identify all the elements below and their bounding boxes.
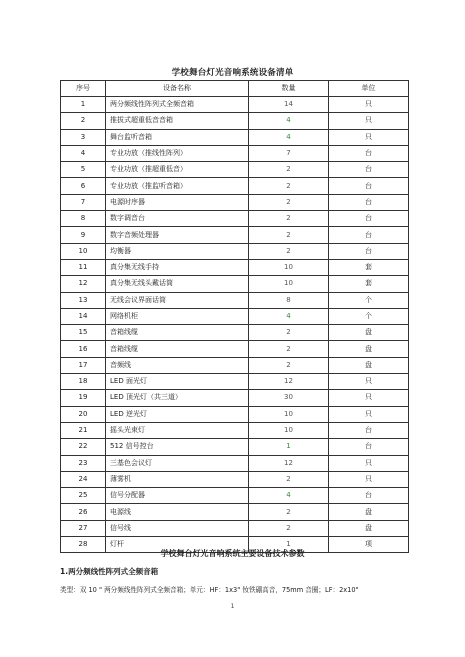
cell-unit: 台	[329, 422, 409, 438]
cell-quantity: 12	[249, 455, 329, 471]
cell-no: 16	[61, 341, 106, 357]
cell-device-name: LED 顶光灯（共三道）	[106, 390, 249, 406]
header-quantity: 数量	[249, 81, 329, 97]
cell-no: 26	[61, 504, 106, 520]
cell-device-name: LED 逆光灯	[106, 406, 249, 422]
cell-no: 10	[61, 243, 106, 259]
cell-device-name: 电源时序器	[106, 194, 249, 210]
cell-unit: 盘	[329, 504, 409, 520]
cell-unit: 套	[329, 259, 409, 275]
cell-unit: 只	[329, 406, 409, 422]
cell-no: 23	[61, 455, 106, 471]
cell-unit: 只	[329, 113, 409, 129]
table-row	[61, 520, 409, 536]
section-title: 学校舞台灯光音响系统主要设备技术参数	[160, 549, 305, 558]
cell-unit: 项	[329, 537, 409, 553]
cell-quantity: 10	[249, 422, 329, 438]
table-row	[61, 178, 409, 194]
table-row	[61, 308, 409, 324]
cell-quantity: 7	[249, 145, 329, 161]
cell-quantity: 30	[249, 390, 329, 406]
cell-quantity: 2	[249, 471, 329, 487]
cell-no: 2	[61, 113, 106, 129]
cell-no: 24	[61, 471, 106, 487]
table-row	[61, 194, 409, 210]
cell-unit: 台	[329, 227, 409, 243]
cell-unit: 台	[329, 211, 409, 227]
cell-device-name: 真分集无线手持	[106, 259, 249, 275]
table-row	[61, 227, 409, 243]
cell-no: 15	[61, 325, 106, 341]
cell-unit: 台	[329, 178, 409, 194]
cell-device-name: 数字调音台	[106, 211, 249, 227]
cell-quantity: 14	[249, 97, 329, 113]
table-row	[61, 211, 409, 227]
cell-unit: 盘	[329, 325, 409, 341]
cell-unit: 台	[329, 194, 409, 210]
table-row	[61, 259, 409, 275]
table-body	[61, 97, 409, 553]
cell-device-name: 专业功放（推超重低音）	[106, 162, 249, 178]
cell-quantity: 4	[249, 488, 329, 504]
cell-no: 4	[61, 145, 106, 161]
cell-device-name: 薄雾机	[106, 471, 249, 487]
cell-unit: 台	[329, 145, 409, 161]
cell-device-name: 信号分配器	[106, 488, 249, 504]
cell-device-name: 三基色会议灯	[106, 455, 249, 471]
cell-device-name: 512 信号控台	[106, 439, 249, 455]
equipment-table	[60, 80, 409, 553]
cell-unit: 个	[329, 292, 409, 308]
cell-unit: 盘	[329, 357, 409, 373]
table-row	[61, 455, 409, 471]
cell-quantity: 1	[249, 439, 329, 455]
cell-no: 7	[61, 194, 106, 210]
cell-device-name: 摇头光束灯	[106, 422, 249, 438]
cell-unit: 盘	[329, 341, 409, 357]
cell-unit: 台	[329, 162, 409, 178]
cell-device-name: 信号线	[106, 520, 249, 536]
cell-unit: 台	[329, 439, 409, 455]
cell-device-name: 音箱线缆	[106, 341, 249, 357]
cell-device-name: 电源线	[106, 504, 249, 520]
cell-no: 5	[61, 162, 106, 178]
cell-no: 6	[61, 178, 106, 194]
cell-quantity: 2	[249, 178, 329, 194]
cell-device-name: 数字音频处理器	[106, 227, 249, 243]
cell-no: 20	[61, 406, 106, 422]
cell-no: 28	[61, 537, 106, 553]
cell-no: 22	[61, 439, 106, 455]
cell-no: 21	[61, 422, 106, 438]
cell-no: 27	[61, 520, 106, 536]
cell-quantity: 10	[249, 406, 329, 422]
cell-unit: 只	[329, 455, 409, 471]
cell-no: 12	[61, 276, 106, 292]
cell-quantity: 4	[249, 113, 329, 129]
cell-quantity: 1	[249, 537, 329, 553]
cell-device-name: 均衡器	[106, 243, 249, 259]
table-row	[61, 374, 409, 390]
cell-unit: 只	[329, 97, 409, 113]
cell-device-name: 真分集无线头戴话筒	[106, 276, 249, 292]
cell-quantity: 4	[249, 308, 329, 324]
header-unit: 单位	[329, 81, 409, 97]
cell-quantity: 2	[249, 194, 329, 210]
cell-unit: 台	[329, 488, 409, 504]
cell-quantity: 2	[249, 325, 329, 341]
table-row	[61, 276, 409, 292]
header-no: 序号	[61, 81, 106, 97]
cell-device-name: 音箱线缆	[106, 325, 249, 341]
cell-device-name: LED 面光灯	[106, 374, 249, 390]
cell-no: 11	[61, 259, 106, 275]
cell-no: 17	[61, 357, 106, 373]
cell-no: 9	[61, 227, 106, 243]
cell-quantity: 2	[249, 341, 329, 357]
cell-no: 8	[61, 211, 106, 227]
cell-no: 18	[61, 374, 106, 390]
cell-device-name: 网络机柜	[106, 308, 249, 324]
table-row	[61, 325, 409, 341]
cell-unit: 只	[329, 129, 409, 145]
cell-device-name: 灯杆	[106, 537, 249, 553]
cell-quantity: 2	[249, 243, 329, 259]
cell-no: 25	[61, 488, 106, 504]
table-row	[61, 129, 409, 145]
table-row	[61, 471, 409, 487]
cell-quantity: 2	[249, 211, 329, 227]
spec-text: 类型：双 10 " 两分频线性阵列式全频音箱；单元：HF：1x3" 钕铁硼高音，75mm 音圈；LF：2x10"	[60, 586, 359, 594]
table-row	[61, 422, 409, 438]
table-row	[61, 504, 409, 520]
cell-no: 14	[61, 308, 106, 324]
cell-device-name: 无线会议界面话筒	[106, 292, 249, 308]
table-row	[61, 162, 409, 178]
cell-quantity: 10	[249, 259, 329, 275]
cell-no: 3	[61, 129, 106, 145]
cell-no: 13	[61, 292, 106, 308]
table-row	[61, 488, 409, 504]
table-row	[61, 357, 409, 373]
cell-no: 19	[61, 390, 106, 406]
table-header-row	[61, 81, 409, 97]
cell-device-name: 舞台监听音箱	[106, 129, 249, 145]
cell-device-name: 专业功放（推线性阵列）	[106, 145, 249, 161]
header-device-name: 设备名称	[106, 81, 249, 97]
table-row	[61, 439, 409, 455]
subsection-title: 1.两分频线性阵列式全频音箱	[60, 567, 159, 576]
cell-unit: 只	[329, 374, 409, 390]
cell-device-name: 音频线	[106, 357, 249, 373]
cell-quantity: 4	[249, 129, 329, 145]
table-row	[61, 406, 409, 422]
cell-device-name: 两分频线性阵列式全频音箱	[106, 97, 249, 113]
cell-quantity: 2	[249, 227, 329, 243]
cell-quantity: 2	[249, 504, 329, 520]
cell-quantity: 10	[249, 276, 329, 292]
cell-quantity: 8	[249, 292, 329, 308]
cell-quantity: 2	[249, 162, 329, 178]
table-row	[61, 341, 409, 357]
table-row	[61, 390, 409, 406]
cell-quantity: 12	[249, 374, 329, 390]
table-row	[61, 113, 409, 129]
cell-device-name: 专业功放（推监听音箱）	[106, 178, 249, 194]
cell-unit: 台	[329, 243, 409, 259]
cell-unit: 盘	[329, 520, 409, 536]
cell-quantity: 2	[249, 520, 329, 536]
cell-unit: 只	[329, 390, 409, 406]
cell-unit: 只	[329, 471, 409, 487]
cell-no: 1	[61, 97, 106, 113]
table-row	[61, 243, 409, 259]
page-number: 1	[230, 603, 235, 610]
cell-unit: 个	[329, 308, 409, 324]
page-title: 学校舞台灯光音响系统设备清单	[171, 68, 294, 78]
cell-device-name: 推拔式超重低音音箱	[106, 113, 249, 129]
table-row	[61, 145, 409, 161]
table-row	[61, 292, 409, 308]
cell-unit: 套	[329, 276, 409, 292]
table-row	[61, 97, 409, 113]
cell-quantity: 2	[249, 357, 329, 373]
